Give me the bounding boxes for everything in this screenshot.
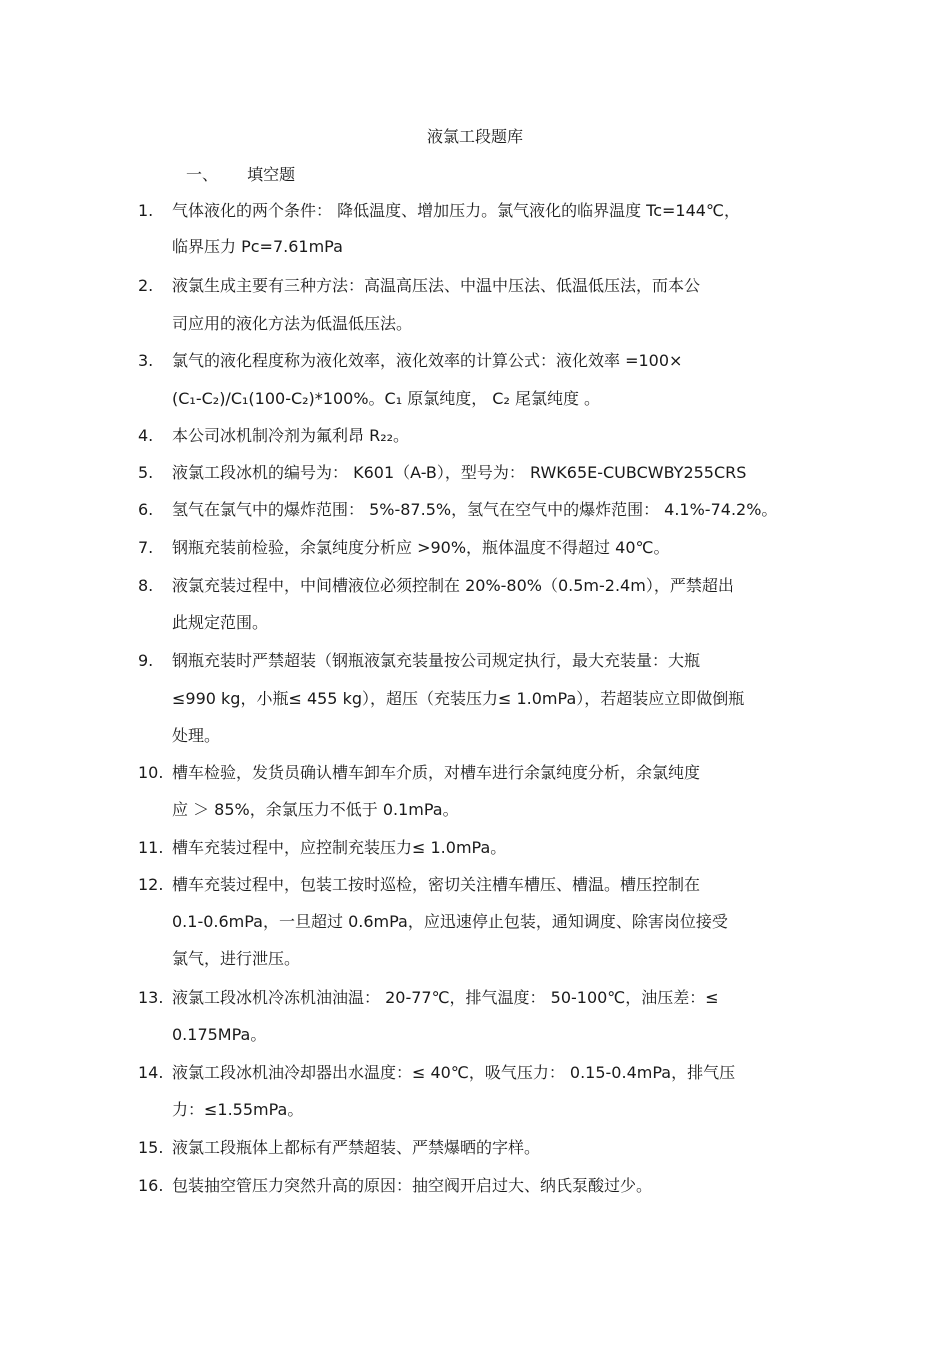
question-number: 4.	[138, 426, 154, 445]
section-number: 一、	[186, 165, 219, 184]
question-number: 1.	[138, 201, 154, 220]
question-text-line: 气体液化的两个条件： 降低温度、增加压力。氯气液化的临界温度 Tc=144℃，	[172, 201, 740, 220]
question-text-line: 钢瓶充装时严禁超装（钢瓶液氯充装量按公司规定执行，最大充装量：大瓶	[172, 651, 701, 670]
question-number: 15.	[138, 1138, 164, 1157]
question-number: 9.	[138, 651, 154, 670]
question-text-line: 本公司冰机制冷剂为氟利昂 R₂₂。	[172, 426, 410, 445]
question-text-line: 此规定范围。	[172, 613, 269, 632]
question-text-line: 处理。	[172, 726, 221, 745]
question-text-line: 液氯充装过程中，中间槽液位必须控制在 20%-80%（0.5m-2.4m），严禁超出	[172, 576, 734, 595]
section-heading	[186, 162, 295, 185]
question-text-line: 钢瓶充装前检验，余氯纯度分析应 >90%，瓶体温度不得超过 40℃。	[172, 538, 670, 557]
question-number: 13.	[138, 988, 164, 1007]
question-text-line: 力：≤1.55mPa。	[172, 1100, 304, 1119]
question-number: 11.	[138, 838, 164, 857]
question-text-line: 包装抽空管压力突然升高的原因：抽空阀开启过大、纳氏泵酸过少。	[172, 1176, 653, 1195]
question-number: 3.	[138, 351, 154, 370]
question-text-line: 临界压力 Pc=7.61mPa	[172, 237, 343, 256]
question-number: 6.	[138, 500, 154, 519]
question-number: 10.	[138, 763, 164, 782]
question-text-line: 液氯工段冰机油冷却器出水温度：≤ 40℃，吸气压力： 0.15-0.4mPa，排气压	[172, 1063, 736, 1082]
question-text-line: 0.175MPa。	[172, 1025, 267, 1044]
question-text-line: ≤990 kg，小瓶≤ 455 kg），超压（充装压力≤ 1.0mPa），若超装应立即做倒瓶	[172, 689, 745, 708]
question-text-line: 液氯工段冰机冷冻机油油温： 20-77℃，排气温度： 50-100℃，油压差：≤	[172, 988, 719, 1007]
question-text-line: 槽车检验，发货员确认槽车卸车介质，对槽车进行余氯纯度分析，余氯纯度	[172, 763, 701, 782]
question-text-line: 氢气在氯气中的爆炸范围： 5%-87.5%，氢气在空气中的爆炸范围： 4.1%-74.2%。	[172, 500, 778, 519]
question-text-line: 液氯生成主要有三种方法：高温高压法、中温中压法、低温低压法，而本公	[172, 276, 701, 295]
question-text-line: 液氯工段冰机的编号为： K601（A-B），型号为： RWK65E-CUBCWBY255CRS	[172, 463, 747, 482]
question-text-line: 应 ＞ 85%，余氯压力不低于 0.1mPa。	[172, 800, 459, 819]
question-number: 5.	[138, 463, 154, 482]
question-text-line: 槽车充装过程中，包装工按时巡检，密切关注槽车槽压、槽温。槽压控制在	[172, 875, 701, 894]
question-number: 16.	[138, 1176, 164, 1195]
question-number: 8.	[138, 576, 154, 595]
question-number: 12.	[138, 875, 164, 894]
question-number: 14.	[138, 1063, 164, 1082]
question-text-line: 0.1-0.6mPa，一旦超过 0.6mPa，应迅速停止包装，通知调度、除害岗位接受	[172, 912, 728, 931]
question-number: 7.	[138, 538, 154, 557]
question-text-line: 氯气的液化程度称为液化效率，液化效率的计算公式：液化效率 =100×	[172, 351, 683, 370]
section-label: 填空题	[247, 165, 296, 184]
question-text-line: 氯气，进行泄压。	[172, 949, 301, 968]
question-text-line: 槽车充装过程中，应控制充装压力≤ 1.0mPa。	[172, 838, 507, 857]
page-title: 液氯工段题库	[426, 127, 523, 146]
question-text-line: 司应用的液化方法为低温低压法。	[172, 314, 413, 333]
question-text-line: 液氯工段瓶体上都标有严禁超装、严禁爆晒的字样。	[172, 1138, 541, 1157]
question-text-line: (C₁-C₂)/C₁(100-C₂)*100%。C₁ 原氯纯度， C₂ 尾氯纯度 。	[172, 389, 601, 408]
question-number: 2.	[138, 276, 154, 295]
